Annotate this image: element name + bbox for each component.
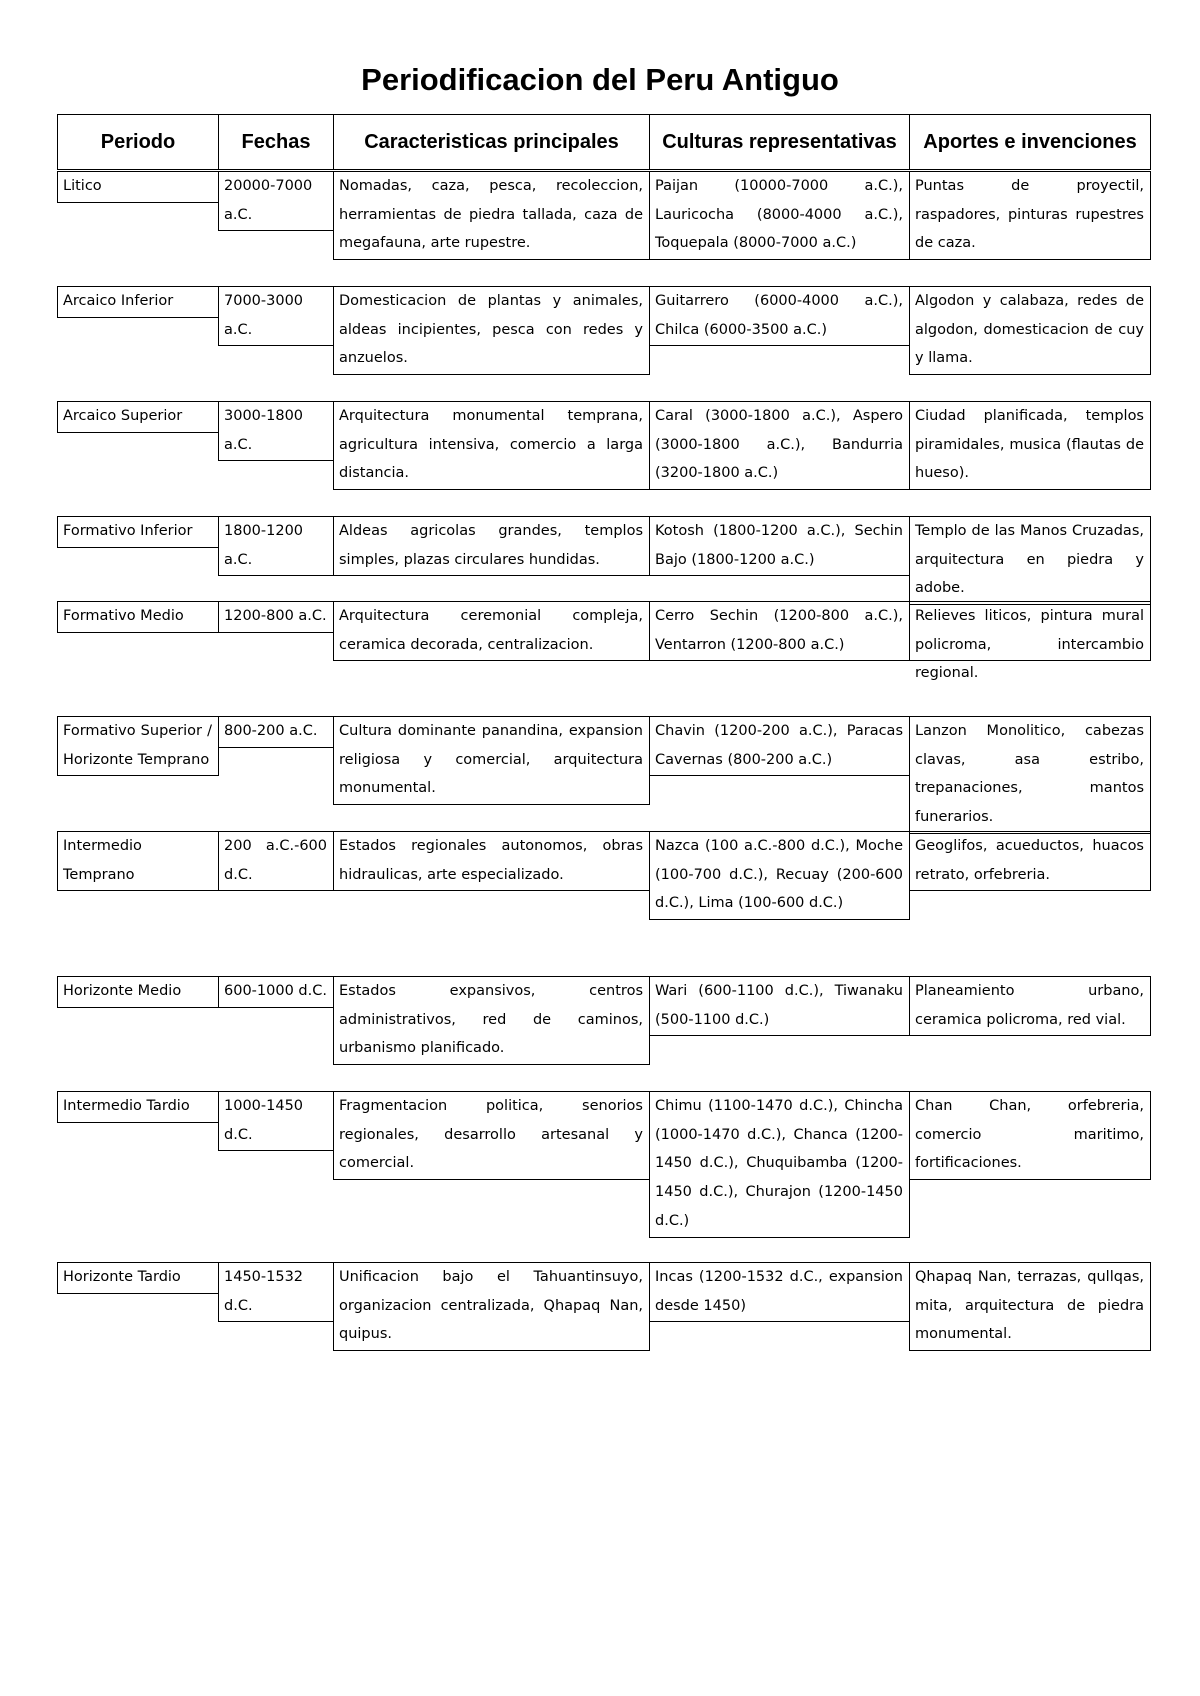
- cell-fechas-text: 200 a.C.-600 d.C.: [224, 838, 327, 883]
- cell-caracteristicas-text: Cultura dominante panandina, expansion religiosa y comercial, arquitectura monumental.: [339, 723, 643, 797]
- cell-aportes-text: Relieves liticos, pintura mural policroma, intercambio regional.: [915, 608, 1144, 682]
- cell-culturas-text: Caral (3000-1800 a.C.), Aspero (3000-1800 a.C.), Bandurria (3200-1800 a.C.): [655, 408, 903, 482]
- cell-aportes-text: Planeamiento urbano, ceramica policroma, red vial.: [915, 983, 1144, 1028]
- cell-fechas-text: 800-200 a.C.: [224, 723, 318, 739]
- cell-caracteristicas-text: Unificacion bajo el Tahuantinsuyo, organizacion centralizada, Qhapaq Nan, quipus.: [339, 1269, 643, 1343]
- cell-periodo-text: Arcaico Inferior: [63, 293, 174, 309]
- cell-culturas-text: Guitarrero (6000-4000 a.C.), Chilca (6000-3500 a.C.): [655, 293, 903, 338]
- header-periodo: Periodo: [57, 114, 219, 170]
- cell-periodo-text: Arcaico Superior: [63, 408, 183, 424]
- cell-periodo-text: Horizonte Medio: [63, 983, 182, 999]
- header-culturas: Culturas representativas: [649, 114, 910, 170]
- cell-caracteristicas-text: Arquitectura monumental temprana, agricultura intensiva, comercio a larga distancia.: [339, 408, 643, 482]
- cell-culturas-text: Wari (600-1100 d.C.), Tiwanaku (500-1100 d.C.): [655, 983, 903, 1028]
- cell-fechas-text: 1800-1200 a.C.: [224, 523, 304, 568]
- cell-fechas-text: 3000-1800 a.C.: [224, 408, 304, 453]
- cell-culturas-text: Chimu (1100-1470 d.C.), Chincha (1000-1470 d.C.), Chanca (1200-1450 d.C.), Chuquibamba (1200-1450 d.C.), Churajon (1200-1450 d.C.): [655, 1098, 903, 1229]
- cell-culturas-text: Nazca (100 a.C.-800 d.C.), Moche (100-700 d.C.), Recuay (200-600 d.C.), Lima (100-600 d.C.): [655, 838, 903, 912]
- cell-periodo-text: Formativo Superior / Horizonte Temprano: [63, 723, 212, 768]
- cell-fechas-text: 7000-3000 a.C.: [224, 293, 304, 338]
- cell-caracteristicas-text: Estados expansivos, centros administrativos, red de caminos, urbanismo planificado.: [339, 983, 643, 1057]
- cell-periodo-text: Intermedio Temprano: [63, 838, 142, 883]
- cell-culturas-text: Cerro Sechin (1200-800 a.C.), Ventarron (1200-800 a.C.): [655, 608, 903, 653]
- cell-caracteristicas-text: Nomadas, caza, pesca, recoleccion, herramientas de piedra tallada, caza de megafauna, arte rupestre.: [339, 178, 643, 252]
- cell-periodo-text: Litico: [63, 178, 102, 194]
- cell-caracteristicas-text: Domesticacion de plantas y animales, aldeas incipientes, pesca con redes y anzuelos.: [339, 293, 643, 367]
- cell-aportes-text: Puntas de proyectil, raspadores, pinturas rupestres de caza.: [915, 178, 1144, 252]
- cell-aportes-text: Ciudad planificada, templos piramidales, musica (flautas de hueso).: [915, 408, 1144, 482]
- cell-aportes-text: Geoglifos, acueductos, huacos retrato, orfebreria.: [915, 838, 1144, 883]
- cell-periodo-text: Horizonte Tardio: [63, 1269, 181, 1285]
- cell-aportes-text: Templo de las Manos Cruzadas, arquitectura en piedra y adobe.: [915, 523, 1144, 597]
- cell-fechas-text: 1200-800 a.C.: [224, 608, 327, 624]
- cell-culturas-text: Paijan (10000-7000 a.C.), Lauricocha (8000-4000 a.C.), Toquepala (8000-7000 a.C.): [655, 178, 903, 252]
- header-fechas: Fechas: [218, 114, 334, 170]
- cell-aportes-text: Chan Chan, orfebreria, comercio maritimo, fortificaciones.: [915, 1098, 1144, 1172]
- cell-aportes-text: Qhapaq Nan, terrazas, qullqas, mita, arquitectura de piedra monumental.: [915, 1269, 1144, 1343]
- header-aportes: Aportes e invenciones: [909, 114, 1151, 170]
- cell-culturas-text: Kotosh (1800-1200 a.C.), Sechin Bajo (1800-1200 a.C.): [655, 523, 903, 568]
- cell-aportes-text: Lanzon Monolitico, cabezas clavas, asa estribo, trepanaciones, mantos funerarios.: [915, 723, 1144, 826]
- page-title: Periodificacion del Peru Antiguo: [361, 62, 839, 97]
- cell-caracteristicas-text: Estados regionales autonomos, obras hidraulicas, arte especializado.: [339, 838, 643, 883]
- cell-fechas-text: 1000-1450 d.C.: [224, 1098, 304, 1143]
- cell-fechas-text: 20000-7000 a.C.: [224, 178, 313, 223]
- cell-aportes-text: Algodon y calabaza, redes de algodon, domesticacion de cuy y llama.: [915, 293, 1144, 367]
- cell-periodo-text: Formativo Medio: [63, 608, 184, 624]
- cell-fechas-text: 600-1000 d.C.: [224, 983, 327, 999]
- cell-culturas-text: Chavin (1200-200 a.C.), Paracas Cavernas (800-200 a.C.): [655, 723, 903, 768]
- cell-periodo-text: Intermedio Tardio: [63, 1098, 190, 1114]
- cell-caracteristicas-text: Aldeas agricolas grandes, templos simples, plazas circulares hundidas.: [339, 523, 643, 568]
- cell-caracteristicas-text: Fragmentacion politica, senorios regionales, desarrollo artesanal y comercial.: [339, 1098, 643, 1172]
- cell-periodo-text: Formativo Inferior: [63, 523, 193, 539]
- cell-fechas-text: 1450-1532 d.C.: [224, 1269, 304, 1314]
- cell-caracteristicas-text: Arquitectura ceremonial compleja, ceramica decorada, centralizacion.: [339, 608, 643, 653]
- cell-culturas-text: Incas (1200-1532 d.C., expansion desde 1450): [655, 1269, 903, 1314]
- header-caracteristicas: Caracteristicas principales: [333, 114, 650, 170]
